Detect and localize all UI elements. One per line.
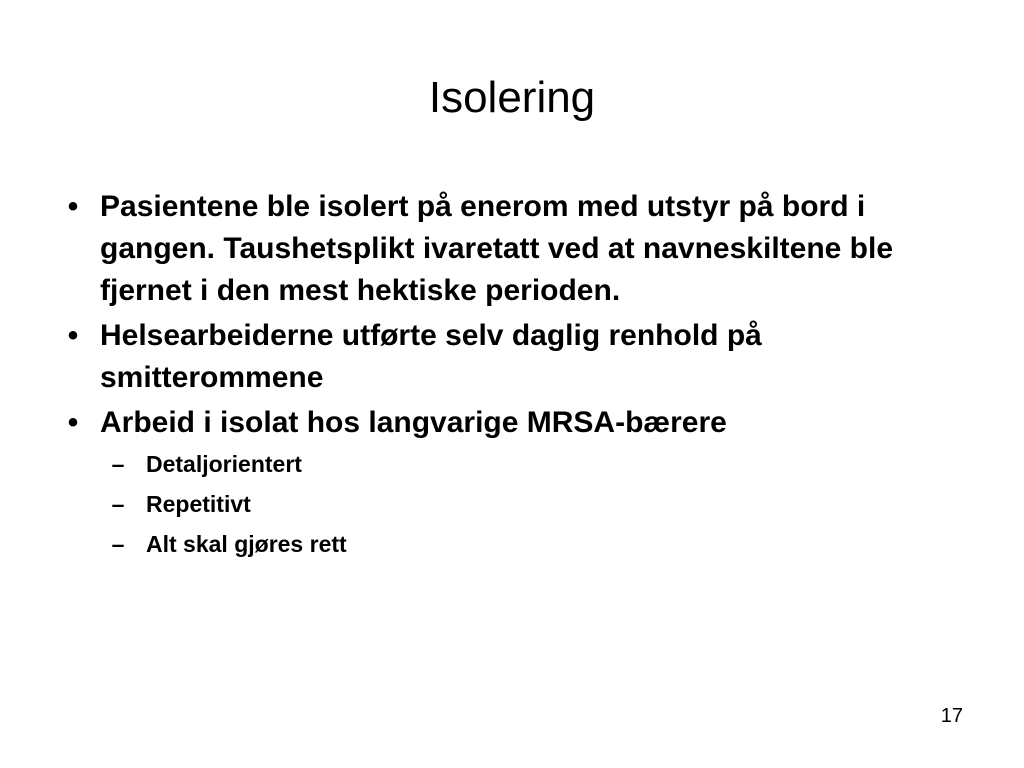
bullet-item <box>58 315 978 399</box>
subbullet-text: Detaljorientert <box>146 451 302 477</box>
subbullet-text: Alt skal gjøres rett <box>146 531 347 557</box>
page-number: 17 <box>940 705 963 727</box>
subbullet-item <box>104 447 978 481</box>
subbullet-marker: – <box>111 451 125 477</box>
subbullet-item <box>104 527 978 561</box>
slide-title: Isolering <box>428 73 596 122</box>
bullet-item <box>58 402 978 444</box>
bullet-list <box>58 186 978 567</box>
subbullet-item <box>104 487 978 521</box>
bullet-marker: • <box>67 190 79 223</box>
subbullet-marker: – <box>111 491 125 517</box>
bullet-marker: • <box>67 319 79 352</box>
bullet-text: Arbeid i isolat hos langvarige MRSA-bærere <box>100 406 727 439</box>
subbullet-marker: – <box>111 531 125 557</box>
bullet-text: Pasientene ble isolert på enerom med utstyr på bord i gangen. Taushetsplikt ivaretatt ved at navneskiltene ble fjernet i den mest hektiske perioden. <box>100 190 894 307</box>
subbullet-text: Repetitivt <box>146 491 251 517</box>
subbullet-list <box>58 447 978 561</box>
bullet-item <box>58 186 978 312</box>
bullet-text: Helsearbeiderne utførte selv daglig renhold på smitterommene <box>100 319 762 394</box>
bullet-marker: • <box>67 406 79 439</box>
